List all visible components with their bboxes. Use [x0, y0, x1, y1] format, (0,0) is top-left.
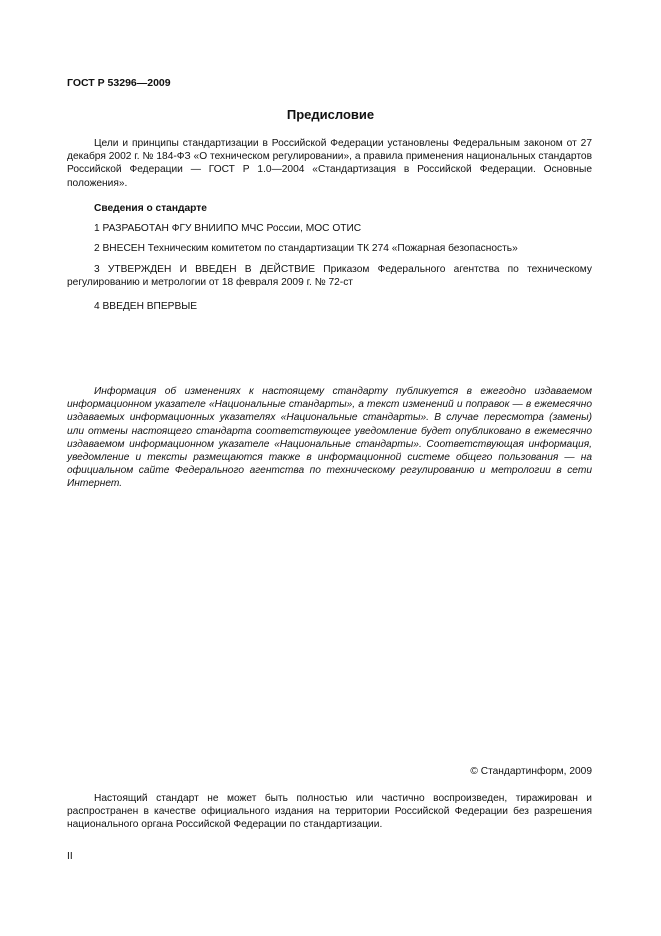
- info-item-submitted: 2 ВНЕСЕН Техническим комитетом по стандартизации ТК 274 «Пожарная безопасность»: [94, 243, 518, 254]
- legal-notice-paragraph: Настоящий стандарт не может быть полностью или частично воспроизведен, тиражирован и распространен в качестве официального издания на территории Российской Федерации без разрешения национального органа Российской Федерации по стандартизации.: [67, 793, 592, 831]
- document-code-header: ГОСТ Р 53296—2009: [67, 77, 171, 89]
- foreword-paragraph: Цели и принципы стандартизации в Российской Федерации установлены Федеральным законом от 27 декабря 2002 г. № 184-ФЗ «О техническом регулировании», а правила применения национальных стандартов Российской Федерации — ГОСТ Р 1.0—2004 «Стандартизация в Российской Федерации. Основные положения».: [67, 138, 592, 189]
- copyright-notice: © Стандартинформ, 2009: [470, 766, 592, 777]
- info-item-approved: 3 УТВЕРЖДЕН И ВВЕДЕН В ДЕЙСТВИЕ Приказом Федерального агентства по техническому регулированию и метрологии от 18 февраля 2009 г. № 72-ст: [67, 264, 592, 289]
- standard-info-heading: Сведения о стандарте: [94, 203, 207, 214]
- info-item-first-introduced: 4 ВВЕДЕН ВПЕРВЫЕ: [94, 301, 198, 312]
- info-item-developed: 1 РАЗРАБОТАН ФГУ ВНИИПО МЧС России, МОС ОТИС: [94, 223, 362, 234]
- page-number: II: [67, 851, 73, 862]
- changes-notice-paragraph: Информация об изменениях к настоящему стандарту публикуется в ежегодно издаваемом информационном указателе «Национальные стандарты», а текст изменений и поправок — в ежемесячно издаваемых информационных указателях «Национальные стандарты». В случае пересмотра (замены) или отмены настоящего стандарта соответствующее уведомление будет опубликовано в ежемесячно издаваемом информационном указателе «Национальные стандарты». Соответствующая информация, уведомление и тексты размещаются также в информационной системе общего пользования — на официальном сайте Федерального агентства по техническому регулированию и метрологии в сети Интернет.: [67, 386, 592, 490]
- page-title: Предисловие: [286, 107, 375, 122]
